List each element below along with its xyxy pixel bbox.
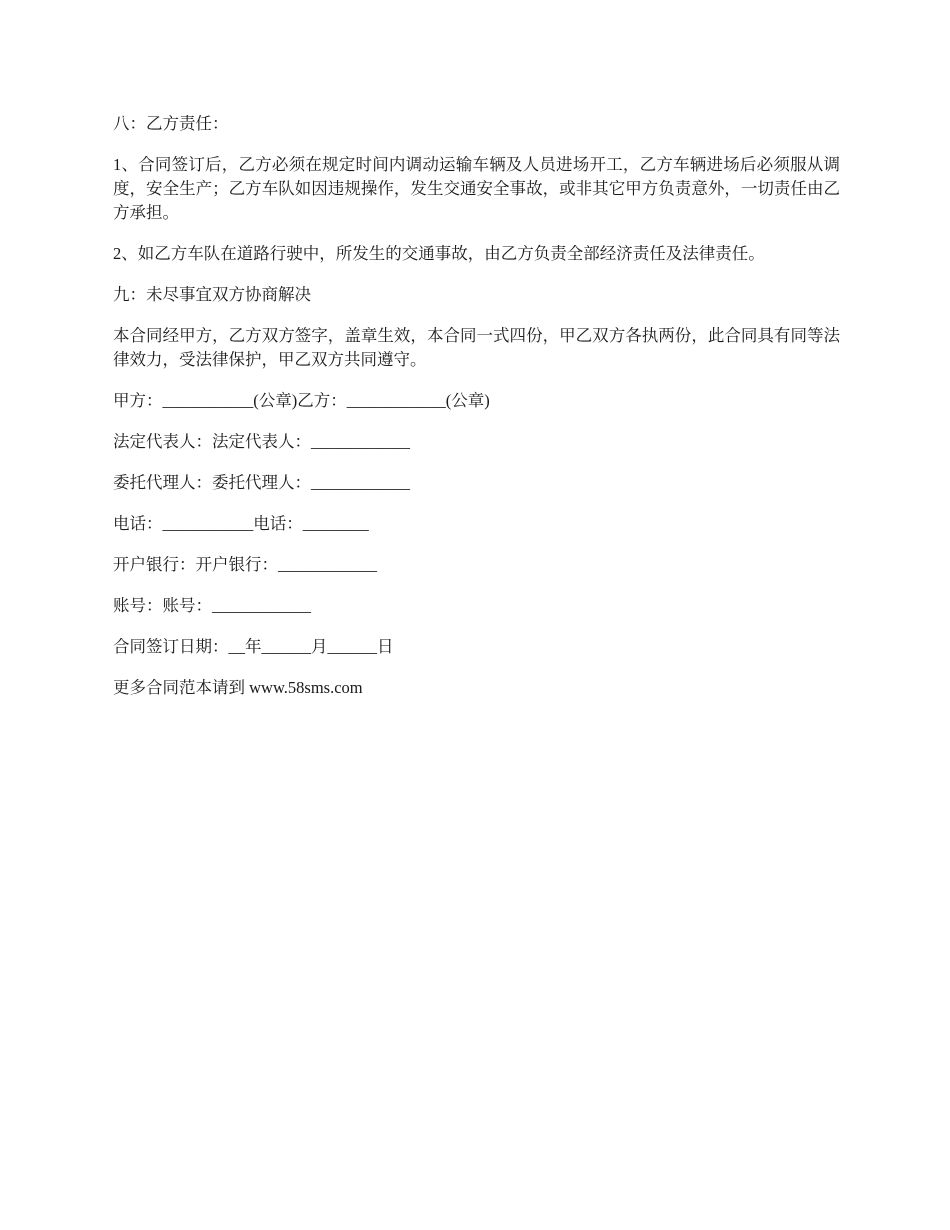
- authorized-agent-line: 委托代理人：委托代理人：____________: [113, 473, 410, 492]
- section-heading-9: 九：未尽事宜双方协商解决: [113, 285, 311, 304]
- legal-representative-line: 法定代表人：法定代表人：____________: [113, 432, 410, 451]
- bank-line: 开户银行：开户银行：____________: [113, 555, 377, 574]
- section-heading-8: 八：乙方责任：: [113, 114, 229, 133]
- document-page: [113, 112, 840, 717]
- footer-link-line: 更多合同范本请到 www.58sms.com: [113, 678, 363, 697]
- account-line: 账号：账号：____________: [113, 596, 311, 615]
- clause-paragraph-1: 1、合同签订后，乙方必须在规定时间内调动运输车辆及人员进场开工，乙方车辆进场后必须服从调度，安全生产；乙方车队如因违规操作，发生交通安全事故，或非其它甲方负责意外，一切责任由乙方承担。: [113, 155, 840, 222]
- signing-date-line: 合同签订日期：__年______月______日: [113, 637, 394, 656]
- phone-line: 电话：___________电话：________: [113, 514, 369, 533]
- clause-paragraph-2: 2、如乙方车队在道路行驶中，所发生的交通事故，由乙方负责全部经济责任及法律责任。: [113, 244, 765, 263]
- party-signature-line: 甲方：___________(公章)乙方：____________(公章): [113, 391, 490, 410]
- effectiveness-paragraph: 本合同经甲方，乙方双方签字，盖章生效，本合同一式四份，甲乙双方各执两份，此合同具有同等法律效力，受法律保护，甲乙双方共同遵守。: [113, 326, 840, 369]
